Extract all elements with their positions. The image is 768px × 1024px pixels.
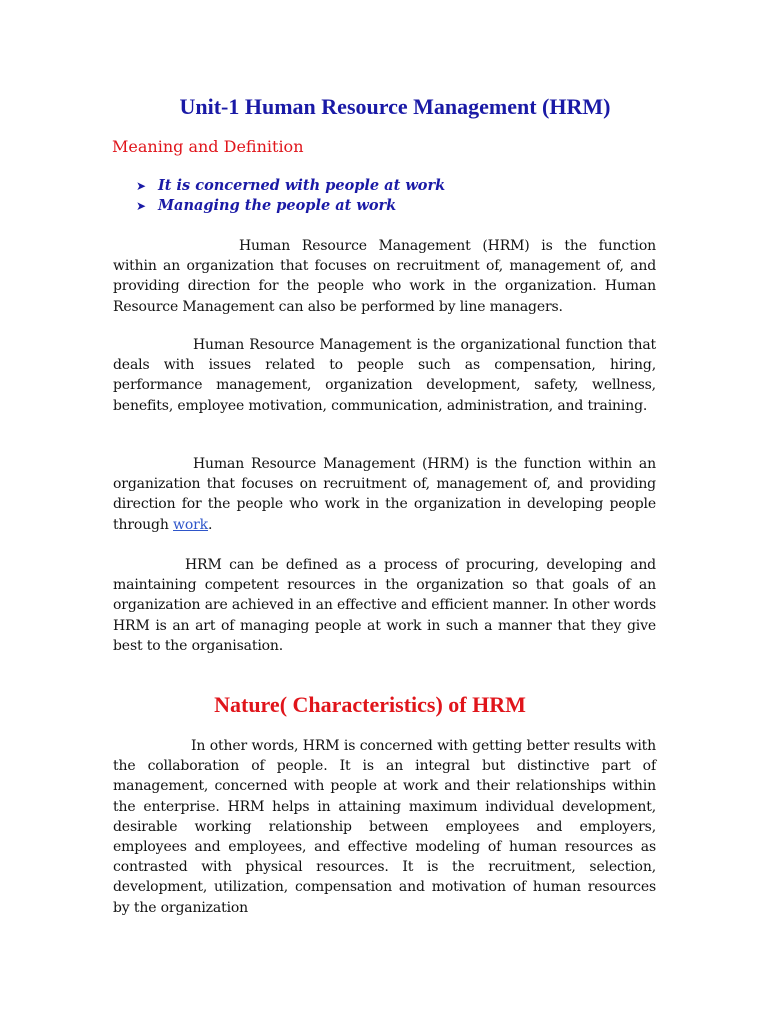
paragraph-2 <box>113 335 656 416</box>
list-item <box>136 176 445 196</box>
paragraph-3-body: an organization that focuses on recruitment of, management of, and providing direction for the people who work in the organization in developing people through <box>113 456 656 533</box>
paragraph-3-end: . <box>208 516 213 533</box>
arrow-bullet-icon: ➤ <box>136 199 147 213</box>
meaning-definition-heading: Meaning and Definition <box>112 137 304 156</box>
paragraph-1 <box>113 236 656 317</box>
page-title: Unit-1 Human Resource Management (HRM) <box>179 94 611 119</box>
paragraph-5-body: with the collaboration of people. It is an integral but distinctive part of management, concerned with people at work and their relationships within the enterprise. HRM helps in attaining maximum individual development, desirable working relationship between employees and employers, employees and employees, and effective modeling of human resources as contrasted with physical resources. It is the recruitment, selection, development, utilization, compensation and motivation of human resources by the organization <box>113 738 656 916</box>
list-item <box>136 196 445 216</box>
paragraph-2-body: that deals with issues related to people such as compensation, hiring, performance management, organization development, safety, wellness, benefits, employee motivation, communication, administration, and training. <box>113 337 656 414</box>
paragraph-4-first: HRM can be defined as a process of procuring, developing and <box>185 557 656 573</box>
bullet-text: Managing the people at work <box>158 197 397 214</box>
paragraph-3-first: Human Resource Management (HRM) is the function within <box>193 456 632 472</box>
bullet-text: It is concerned with people at work <box>158 177 446 194</box>
paragraph-4-body: maintaining competent resources in the organization so that goals of an organization are achieved in an effective and efficient manner. In other words HRM is an art of managing people at work in such a manner that they give best to the organisation. <box>113 577 656 654</box>
nature-characteristics-heading: Nature( Characteristics) of HRM <box>214 692 526 717</box>
arrow-bullet-icon: ➤ <box>136 179 147 193</box>
paragraph-3 <box>113 454 656 535</box>
paragraph-1-first: Human Resource Management (HRM) is the function <box>239 238 656 254</box>
paragraph-5-first: In other words, HRM is concerned with getting better results <box>191 738 621 754</box>
work-link[interactable]: work <box>173 516 209 533</box>
bullet-list <box>136 176 445 216</box>
paragraph-5 <box>113 736 656 918</box>
paragraph-2-first: Human Resource Management is the organizational function <box>193 337 623 353</box>
paragraph-1-body: within an organization that focuses on recruitment of, management of, and providing direction for the people who work in the organization. Human Resource Management can also be performed by line managers. <box>113 258 656 315</box>
paragraph-4 <box>113 555 656 656</box>
